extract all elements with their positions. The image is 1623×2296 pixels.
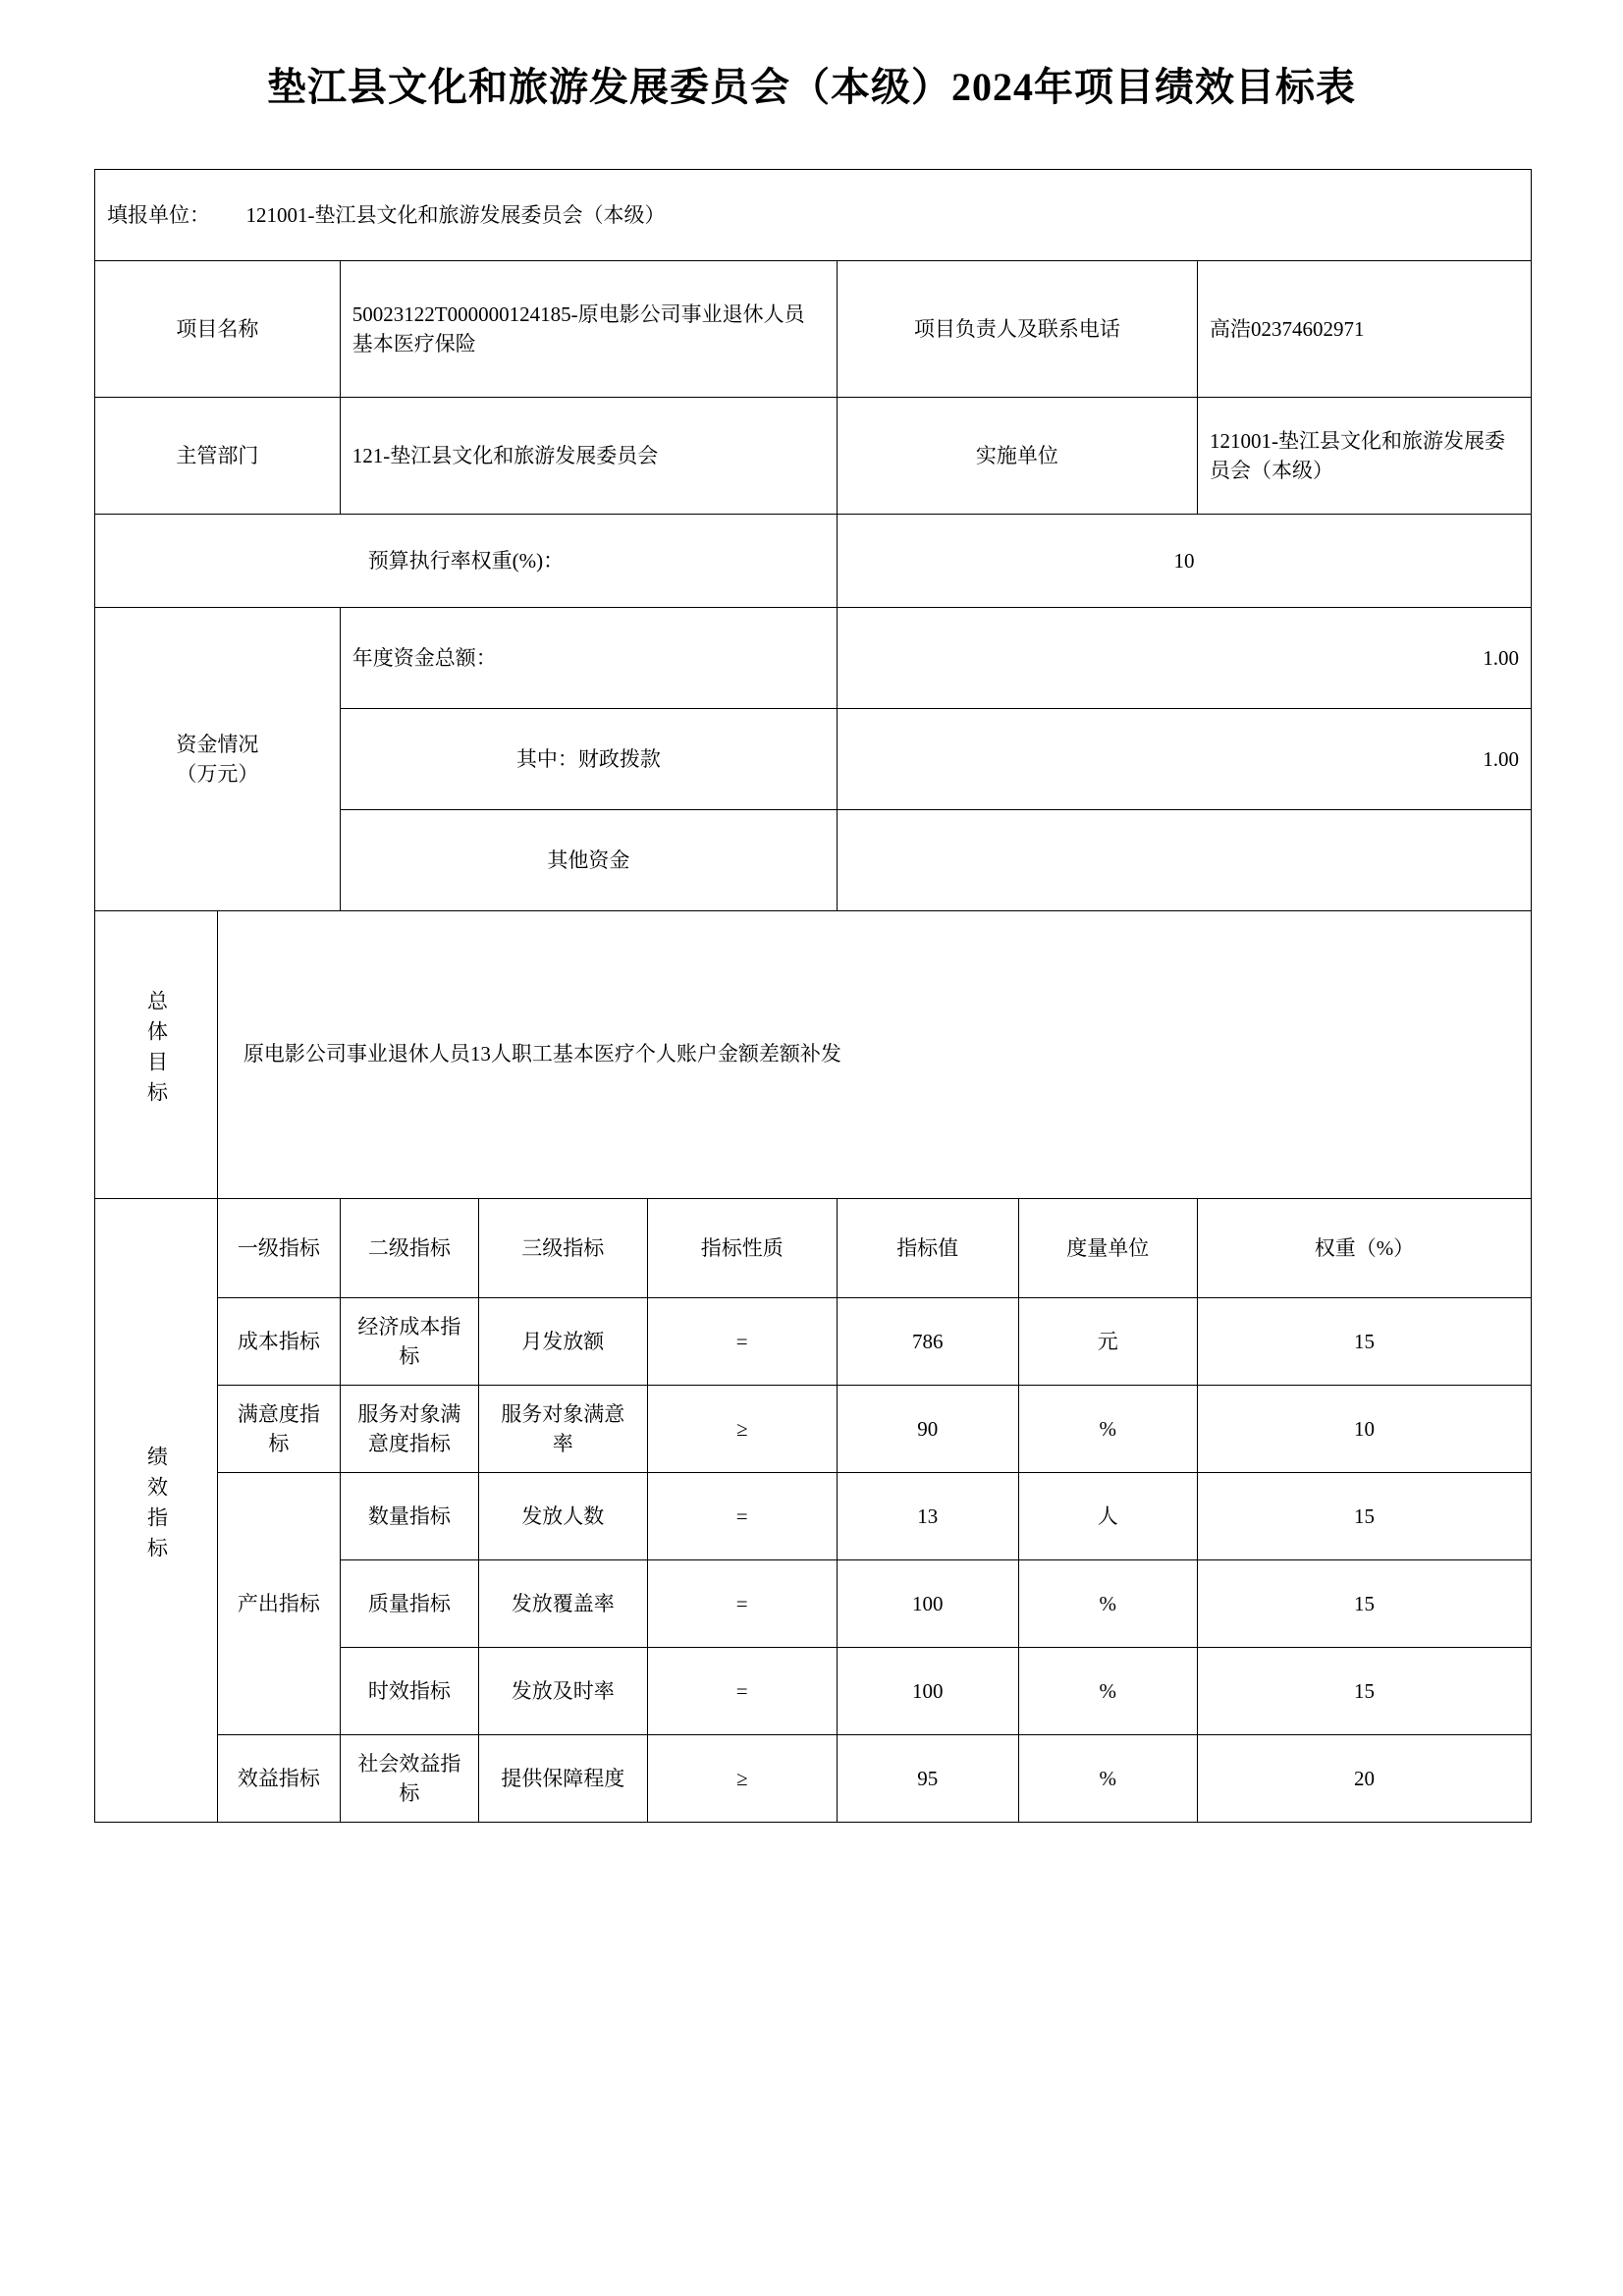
performance-header-row [95,1199,1532,1298]
cell-nature: = [647,1560,837,1648]
cell-nature: ≥ [647,1386,837,1473]
performance-target-table-container [94,169,1533,1823]
cell-level2: 经济成本指标 [340,1298,478,1386]
implementing-unit-label: 实施单位 [837,398,1197,515]
column-header-nature: 指标性质 [647,1199,837,1298]
cell-value: 100 [837,1648,1018,1735]
cell-unit: % [1018,1648,1197,1735]
overall-goal-text: 原电影公司事业退休人员13人职工基本医疗个人账户金额差额补发 [243,1042,841,1066]
performance-section-label: 绩效指标 [95,1199,218,1823]
cell-level3: 服务对象满意率 [478,1386,647,1473]
funds-total-value: 1.00 [837,608,1531,709]
column-header-unit: 度量单位 [1018,1199,1197,1298]
cell-weight: 15 [1197,1298,1531,1386]
cell-unit: % [1018,1560,1197,1648]
cell-level2: 服务对象满意度指标 [340,1386,478,1473]
cell-unit: % [1018,1735,1197,1823]
cell-value: 100 [837,1560,1018,1648]
cell-nature: = [647,1648,837,1735]
cell-level3: 提供保障程度 [478,1735,647,1823]
column-header-weight: 权重（%） [1197,1199,1531,1298]
budget-rate-weight-label: 预算执行率权重(%)： [95,515,838,608]
table-row [95,1386,1532,1473]
cell-weight: 15 [1197,1473,1531,1560]
cell-value: 13 [837,1473,1018,1560]
filing-unit-row [95,170,1532,261]
department-value: 121-垫江县文化和旅游发展委员会 [340,398,837,515]
cell-weight: 15 [1197,1560,1531,1648]
filing-unit-value: 121001-垫江县文化和旅游发展委员会（本级） [245,202,666,227]
cell-value: 95 [837,1735,1018,1823]
column-header-value: 指标值 [837,1199,1018,1298]
overall-goal-cell [217,911,1531,1199]
cell-level2: 质量指标 [340,1560,478,1648]
column-header-level1: 一级指标 [217,1199,340,1298]
table-row [95,1473,1532,1560]
cell-value: 90 [837,1386,1018,1473]
project-owner-label: 项目负责人及联系电话 [837,261,1197,398]
cell-level1: 效益指标 [217,1735,340,1823]
funds-appropriation-label: 其中：财政拨款 [340,709,837,810]
cell-level1-output-group: 产出指标 [217,1473,340,1735]
project-name-label: 项目名称 [95,261,341,398]
cell-weight: 20 [1197,1735,1531,1823]
column-header-level3: 三级指标 [478,1199,647,1298]
project-owner-value: 高浩02374602971 [1197,261,1531,398]
cell-nature: = [647,1298,837,1386]
overall-goal-row [95,911,1532,1199]
cell-level2: 数量指标 [340,1473,478,1560]
page-title: 垫江县文化和旅游发展委员会（本级）2024年项目绩效目标表 [267,65,1356,109]
cell-unit: 人 [1018,1473,1197,1560]
cell-value: 786 [837,1298,1018,1386]
funds-other-value [837,810,1531,911]
funds-total-label: 年度资金总额： [340,608,837,709]
cell-level1: 满意度指标 [217,1386,340,1473]
cell-level2: 社会效益指标 [340,1735,478,1823]
table-row [95,1298,1532,1386]
cell-level2: 时效指标 [340,1648,478,1735]
budget-rate-weight-value: 10 [837,515,1531,608]
budget-rate-weight-row [95,515,1532,608]
funds-section-label [95,608,341,911]
cell-unit: % [1018,1386,1197,1473]
column-header-level2: 二级指标 [340,1199,478,1298]
cell-level3: 发放人数 [478,1473,647,1560]
funds-appropriation-value: 1.00 [837,709,1531,810]
department-label: 主管部门 [95,398,341,515]
department-row [95,398,1532,515]
cell-level3: 月发放额 [478,1298,647,1386]
performance-target-table [94,169,1532,1823]
funds-other-label: 其他资金 [340,810,837,911]
funds-section-label-line1: 资金情况 [176,732,259,756]
overall-goal-label: 总体目标 [95,911,218,1199]
implementing-unit-value: 121001-垫江县文化和旅游发展委员会（本级） [1197,398,1531,515]
cell-level3: 发放及时率 [478,1648,647,1735]
filing-unit-label: 填报单位： [107,202,210,227]
cell-unit: 元 [1018,1298,1197,1386]
cell-level1: 成本指标 [217,1298,340,1386]
cell-level3: 发放覆盖率 [478,1560,647,1648]
cell-weight: 15 [1197,1648,1531,1735]
cell-nature: ≥ [647,1735,837,1823]
filing-unit-cell [95,170,1532,261]
table-row [95,1735,1532,1823]
cell-nature: = [647,1473,837,1560]
funds-section-label-line2: （万元） [176,762,259,786]
funds-row-total [95,608,1532,709]
cell-weight: 10 [1197,1386,1531,1473]
project-name-value: 50023122T000000124185-原电影公司事业退休人员基本医疗保险 [340,261,837,398]
project-name-row [95,261,1532,398]
